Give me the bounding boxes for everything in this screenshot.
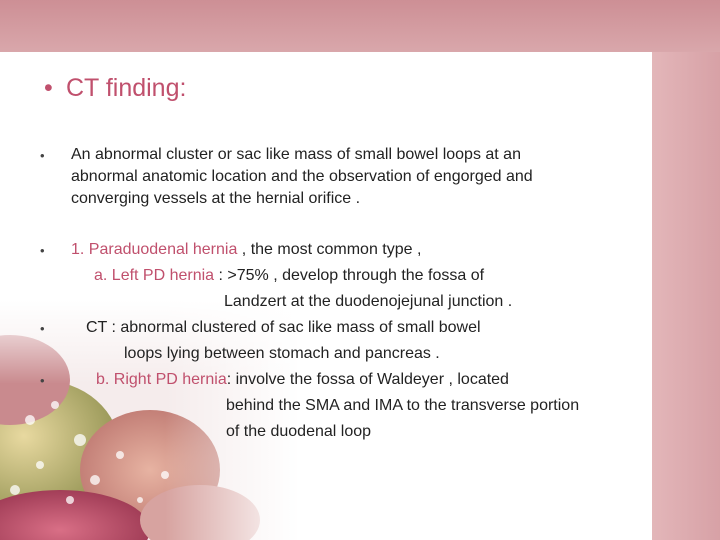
ct-line1: CT : abnormal clustered of sac like mass of small bowel	[86, 319, 481, 336]
title-text: CT finding:	[66, 74, 187, 102]
ct-line2: loops lying between stomach and pancreas .	[124, 345, 440, 362]
bullet-2: •	[40, 243, 45, 258]
right-pd-line	[96, 369, 509, 391]
right-pd-line3: of the duodenal loop	[226, 423, 372, 440]
slide-title	[44, 74, 186, 103]
left-pd-label: a. Left PD hernia	[94, 267, 215, 284]
right-pd-label: b. Right PD hernia	[96, 371, 227, 388]
title-bullet: •	[44, 74, 53, 102]
bullet-1: •	[40, 148, 45, 163]
para1-line3: converging vessels at the hernial orifice .	[71, 190, 361, 207]
right-pd-text: : involve the fossa of Waldeyer , located	[226, 371, 509, 388]
para2-heading	[71, 239, 421, 261]
bullet-4: •	[40, 373, 45, 388]
bullet-3: •	[40, 321, 45, 336]
para1-line2: abnormal anatomic location and the observation of engorged and	[71, 168, 533, 185]
top-band	[0, 0, 720, 52]
left-pd-text: : >75% , develop through the fossa of	[214, 267, 485, 284]
para2-type-suffix: , the most common type ,	[237, 241, 422, 258]
para1-line1: An abnormal cluster or sac like mass of small bowel loops at an	[71, 146, 521, 163]
left-pd-line	[94, 265, 484, 287]
right-band	[652, 52, 720, 540]
para2-type-prefix: 1. Paraduodenal hernia	[71, 241, 238, 258]
left-pd-line2: Landzert at the duodenojejunal junction .	[224, 293, 513, 310]
right-pd-line2: behind the SMA and IMA to the transverse portion	[226, 397, 580, 414]
